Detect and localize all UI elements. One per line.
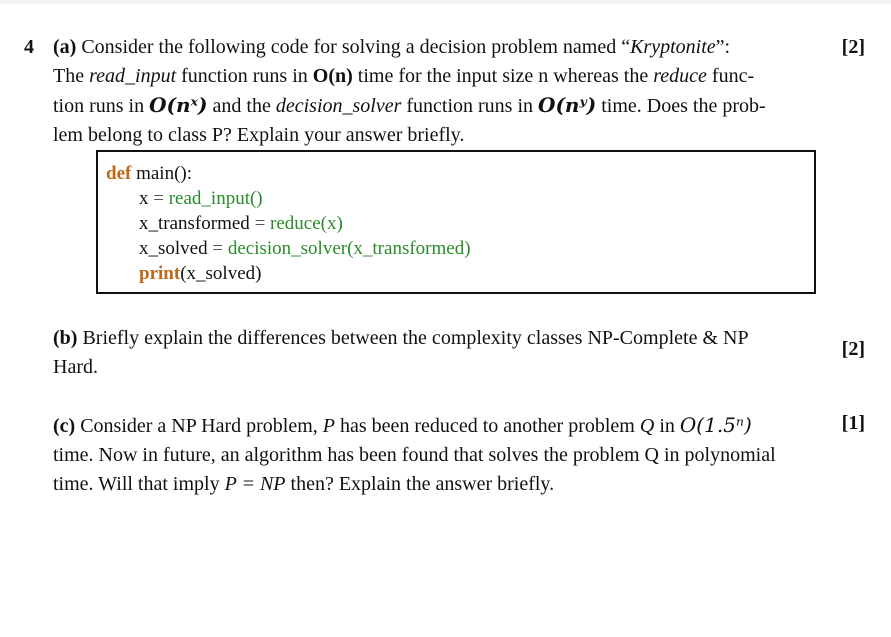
code-line-2: x = read_input(): [139, 188, 263, 209]
complexity-solver: O(nʸ): [538, 93, 597, 117]
code-line-1: def main():: [106, 163, 193, 184]
top-border: [0, 0, 891, 4]
marks-part-b: [2]: [841, 338, 865, 360]
part-a-text: [53, 33, 828, 150]
problem-name: Kryptonite: [630, 36, 716, 58]
part-a-label: (a): [53, 36, 77, 58]
code-line-4: x_solved = decision_solver(x_transformed): [139, 238, 471, 259]
part-b-label: (b): [53, 327, 78, 349]
part-b-text: [53, 324, 828, 382]
part-b-line-1: (b) Briefly explain the differences between the complexity classes NP-Complete & NP: [53, 327, 749, 349]
part-a-line-4: lem belong to class P? Explain your answer briefly.: [53, 124, 465, 146]
question-number: 4: [24, 36, 34, 58]
part-c-label: (c): [53, 415, 76, 437]
code-block: [96, 150, 816, 294]
part-c-line-1: (c) Consider a NP Hard problem, P has been reduced to another problem Q in O(1.5ⁿ): [53, 413, 752, 437]
marks-part-a: [2]: [841, 36, 865, 58]
marks-part-c: [1]: [841, 412, 865, 434]
complexity-reduce: O(nˣ): [149, 93, 208, 117]
part-a-line-2: The read_input function runs in O(n) time for the input size n whereas the reduce func-: [53, 65, 755, 87]
complexity-reduction: O(1.5ⁿ): [679, 413, 752, 437]
p-equals-np: P = NP: [224, 473, 286, 495]
code-line-5: print(x_solved): [139, 263, 262, 284]
part-a-line-1: (a) Consider the following code for solving a decision problem named “Kryptonite”:: [53, 36, 731, 58]
part-a-line-3: tion runs in O(nˣ) and the decision_solver function runs in O(nʸ) time. Does the prob-: [53, 93, 766, 117]
part-c-line-3: time. Will that imply P = NP then? Explain the answer briefly.: [53, 473, 555, 495]
part-b-line-2: Hard.: [53, 356, 98, 378]
code-line-3: x_transformed = reduce(x): [139, 213, 343, 234]
part-c-text: [53, 411, 828, 499]
part-c-line-2: time. Now in future, an algorithm has been found that solves the problem Q in polynomial: [53, 444, 776, 466]
